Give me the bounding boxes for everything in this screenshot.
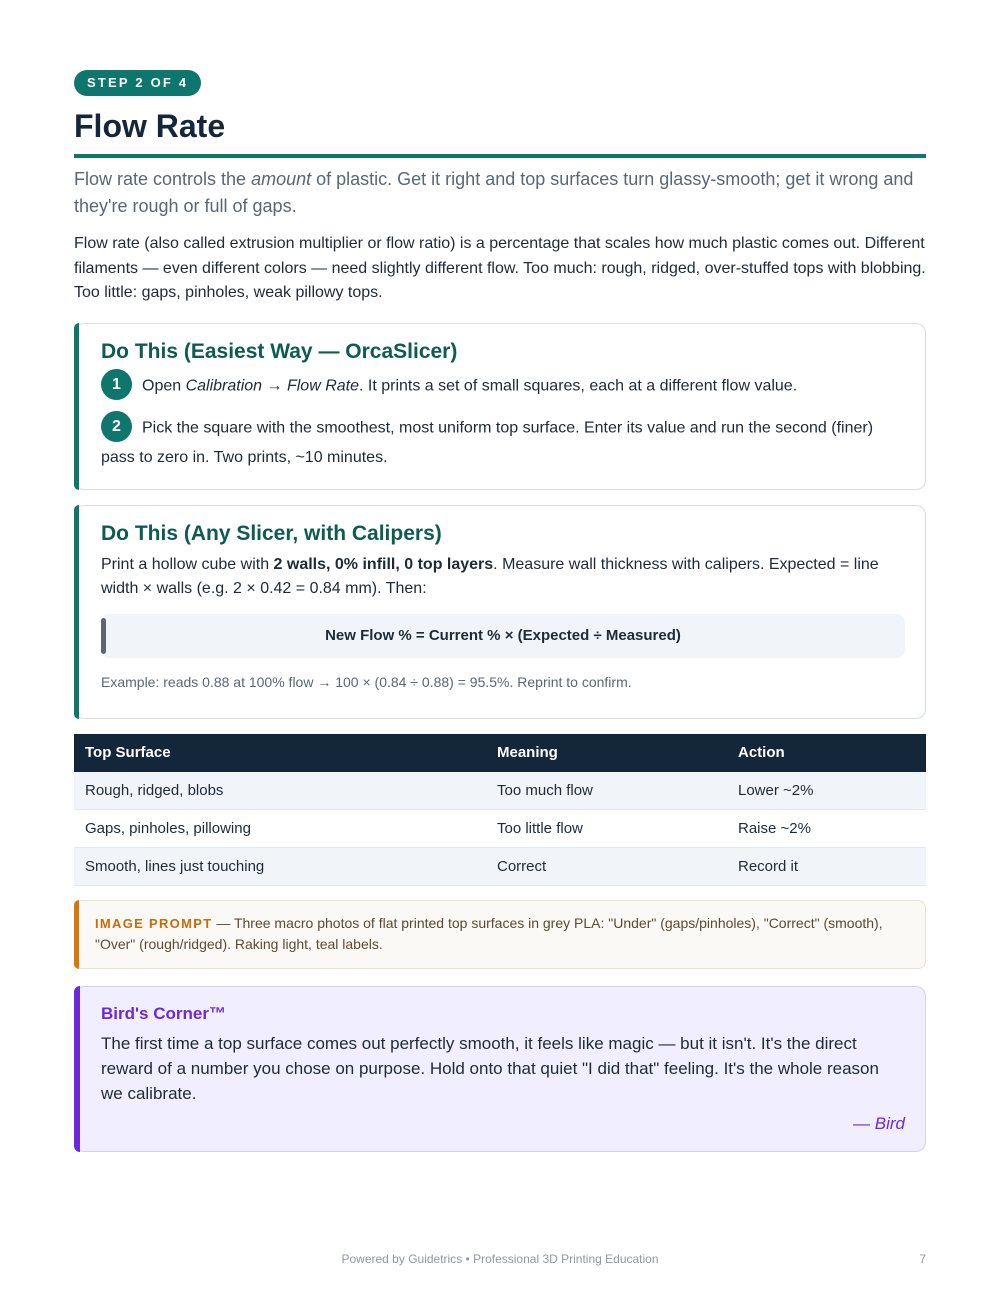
table-row [74,809,926,847]
page-content [74,70,926,1152]
table-header-row [74,734,926,772]
footer-text: Powered by Guidetrics • Professional 3D Printing Education [341,1252,659,1266]
image-prompt-box [74,900,926,969]
cell-meaning: Correct [486,847,727,885]
intro-paragraph: Flow rate (also called extrusion multiplier or flow ratio) is a percentage that scales how much plastic comes out. Different filaments — even different colors — need slightly different flow. Too much: rough, ridged, over-stuffed tops with blobbing. Too little: gaps, pinholes, weak pillowy tops. [74,235,926,301]
lead-text-before: Flow rate controls the [74,169,252,189]
step-badge: STEP 2 OF 4 [74,70,201,96]
calipers-paragraph [101,553,905,602]
cell-top-surface: Gaps, pinholes, pillowing [74,809,486,847]
step-2-text: Pick the square with the smoothest, most uniform top surface. Enter its value and run the second (finer) pass to zero in. Two prints, ~10 minutes. [101,419,874,466]
birds-corner-text: The first time a top surface comes out perfectly smooth, it feels like magic — but it isn't. It's the direct reward of a number you chose on purpose. Hold onto that quiet "I did that" feeling. It's the whole reason we calibrate. [101,1033,879,1103]
image-prompt-tag: IMAGE PROMPT [95,915,213,931]
step-1-post: . It prints a set of small squares, each at a different flow value. [359,377,798,395]
col-meaning: Meaning [486,734,727,772]
calipers-post: . Measure wall thickness with calipers. Expected = line width × walls (e.g. 2 × 0.42 = 0.84 mm). Then: [101,555,879,597]
page-title: Flow Rate [74,106,926,158]
cell-meaning: Too much flow [486,772,727,810]
step-1-pre: Open [142,377,186,395]
easiest-way-heading: Do This (Easiest Way — OrcaSlicer) [101,339,458,363]
menu-calibration: Calibration [185,377,263,395]
calipers-pre: Print a hollow cube with [101,555,274,573]
flow-formula: New Flow % = Current % × (Expected ÷ Measured) [101,614,905,658]
step-1-number: 1 [101,369,132,400]
step-1 [101,371,905,402]
step-2-number: 2 [101,411,132,442]
calipers-heading: Do This (Any Slicer, with Calipers) [101,521,442,545]
cell-top-surface: Smooth, lines just touching [74,847,486,885]
step-2 [101,413,905,471]
page-number: 7 [919,1252,926,1266]
col-action: Action [727,734,926,772]
image-prompt-text: — Three macro photos of flat printed top surfaces in grey PLA: "Under" (gaps/pinholes), "Correct" (smooth), "Over" (rough/ridged). Raking light, teal labels. [95,914,883,952]
menu-arrow: → [262,377,287,395]
calipers-bold: 2 walls, 0% infill, 0 top layers [273,555,494,573]
lead-emphasis: amount [251,169,312,189]
calipers-card [74,505,926,719]
birds-corner-signature: — Bird [853,1113,905,1133]
cell-top-surface: Rough, ridged, blobs [74,772,486,810]
birds-corner-box [74,986,926,1152]
cell-meaning: Too little flow [486,809,727,847]
easiest-way-card [74,323,926,490]
menu-flow-rate: Flow Rate [286,377,359,395]
table-row [74,847,926,885]
col-top-surface: Top Surface [74,734,486,772]
birds-corner-heading: Bird's Corner™ [101,1003,226,1023]
cell-action: Raise ~2% [727,809,926,847]
diagnosis-table [74,734,926,886]
table-row [74,772,926,810]
cell-action: Record it [727,847,926,885]
lead-paragraph [74,166,926,220]
cell-action: Lower ~2% [727,772,926,810]
formula-example: Example: reads 0.88 at 100% flow → 100 × (0.84 ÷ 0.88) = 95.5%. Reprint to confirm. [101,673,632,690]
lead-text-after: of plastic. Get it right and top surfaces turn glassy-smooth; get it wrong and they're rough or full of gaps. [74,169,914,216]
